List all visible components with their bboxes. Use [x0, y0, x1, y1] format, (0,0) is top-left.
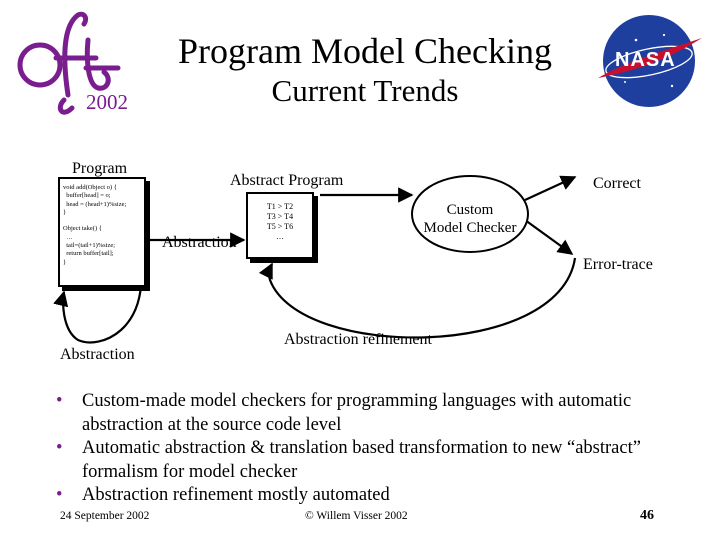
model-checker-line2: Model Checker: [423, 220, 517, 236]
program-code-box: [58, 177, 146, 287]
bullet-text: Custom-made model checkers for programming languages with automatic abstraction at the source code level: [82, 391, 632, 435]
code-line: Object take() {: [63, 225, 102, 233]
arrow-to-correct: [525, 177, 575, 200]
arrow-to-error: [525, 220, 572, 254]
bullet-item: [52, 390, 702, 437]
bullet-text: Abstraction refinement mostly automated: [82, 485, 390, 505]
page-title: Program Model Checking: [178, 31, 552, 71]
code-line: void add(Object o) {: [63, 184, 117, 191]
code-line: buffer[head] = o;: [63, 192, 111, 200]
abstraction-outer-label: Abstraction: [60, 346, 135, 363]
bullet-text: Automatic abstraction & translation based transformation to new “abstract” formalism for model checker: [82, 438, 641, 482]
footer-author: © Willem Visser 2002: [305, 510, 408, 522]
code-line: return buffer[tail];: [63, 250, 114, 258]
logo-year: 2002: [86, 90, 128, 114]
abstraction-inner-label: Abstraction: [162, 234, 237, 251]
code-line: tail=(tail+1)%size;: [63, 242, 116, 250]
abstract-line: …: [276, 232, 284, 241]
page-number: 46: [640, 508, 654, 523]
abstract-line: T3 > T4: [266, 212, 294, 221]
bullet-item: [52, 484, 702, 508]
abstract-line: T1 > T2: [266, 202, 294, 211]
program-label: Program: [72, 160, 128, 177]
bullet-list: [52, 390, 702, 508]
correct-label: Correct: [593, 175, 641, 192]
code-line: [63, 217, 144, 225]
footer-date: 24 September 2002: [60, 510, 150, 522]
code-line: …: [63, 233, 73, 241]
refinement-label: Abstraction refinement: [284, 331, 432, 348]
arrow-refinement-loop: [269, 258, 575, 337]
abstract-program-label: Abstract Program: [230, 172, 344, 189]
nasa-logo-text: NASA: [615, 49, 676, 71]
code-line: }: [63, 258, 67, 266]
bullet-icon: •: [56, 438, 63, 458]
code-line: head = (head+1)%size;: [63, 200, 127, 208]
page-subtitle: Current Trends: [271, 73, 459, 108]
bullet-item: [52, 437, 702, 484]
bullet-icon: •: [56, 391, 63, 411]
bullet-icon: •: [56, 485, 63, 505]
model-checker-label: [412, 201, 528, 237]
model-checker-line1: Custom: [446, 202, 494, 218]
code-line: }: [63, 208, 67, 216]
error-trace-label: Error-trace: [583, 256, 653, 273]
abstract-program-box: [246, 192, 314, 259]
abstract-line: T5 > T6: [266, 222, 294, 231]
